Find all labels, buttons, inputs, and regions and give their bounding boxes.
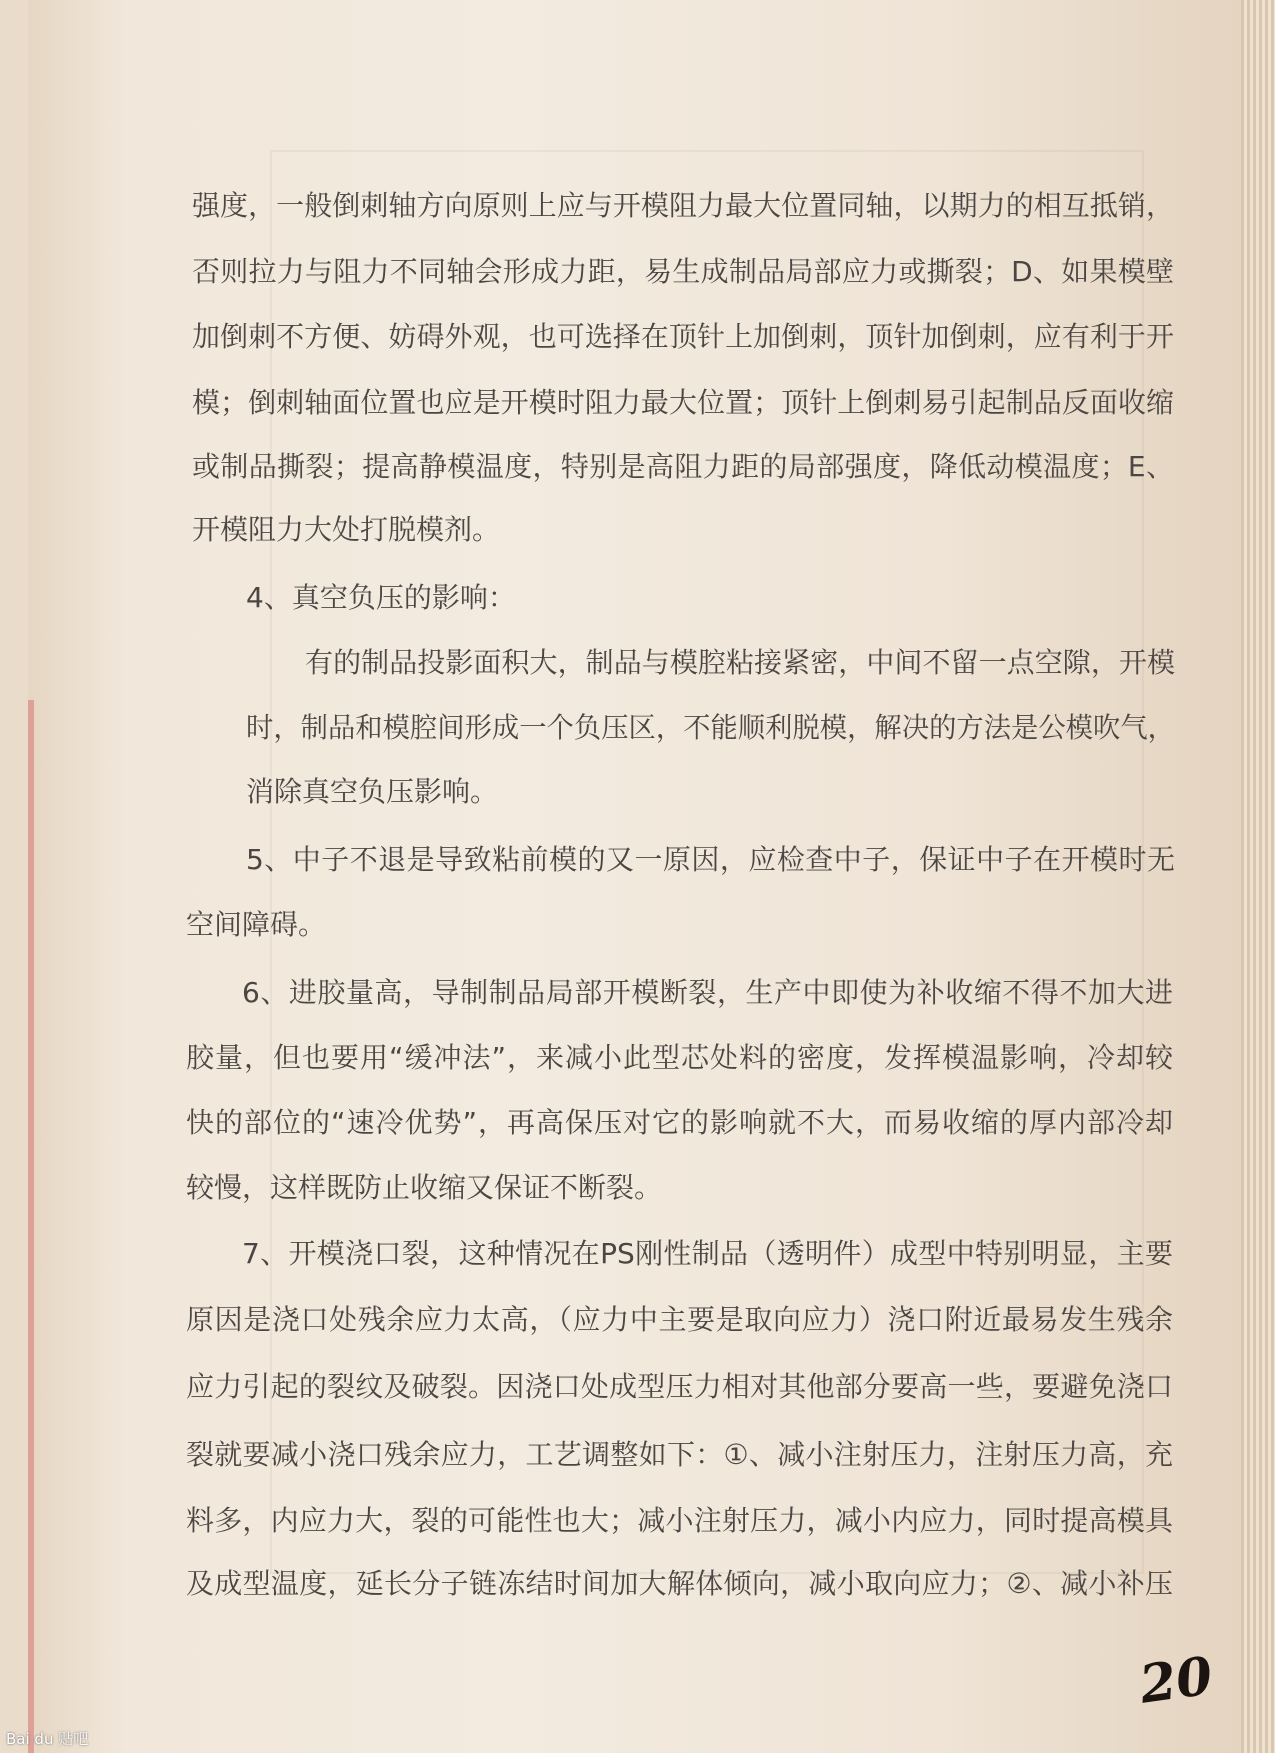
text-line: 时，制品和模腔间形成一个负压区，不能顺利脱模，解决的方法是公模吹气， [246,711,1175,744]
text-line: 5、中子不退是导致粘前模的又一原因，应检查中子，保证中子在开模时无 [246,843,1175,876]
text-line: 否则拉力与阻力不同轴会形成力距，易生成制品局部应力或撕裂；D、如果模壁 [192,255,1174,288]
text-line: 胶量，但也要用“缓冲法”，来减小此型芯处料的密度，发挥模温影响，冷却较 [186,1041,1173,1074]
text-line: 开模阻力大处打脱模剂。 [192,513,501,546]
text-line: 模；倒刺轴面位置也应是开模时阻力最大位置；顶针上倒刺易引起制品反面收缩 [192,386,1174,419]
text-line: 加倒刺不方便、妨碍外观，也可选择在顶针上加倒刺，顶针加倒刺，应有利于开 [192,320,1174,353]
watermark: Bai du 贴吧 [6,1730,89,1748]
handwritten-page-number: 20 [1136,1645,1217,1716]
section-heading: 4、真空负压的影响： [246,581,516,614]
text-line: 料多，内应力大，裂的可能性也大；减小注射压力，减小内应力，同时提高模具 [186,1504,1173,1537]
text-line: 原因是浇口处残余应力太高，（应力中主要是取向应力）浇口附近最易发生残余 [186,1303,1173,1336]
text-line: 7、开模浇口裂，这种情况在PS刚性制品（透明件）成型中特别明显，主要 [242,1237,1173,1270]
text-line: 较慢，这样既防止收缩又保证不断裂。 [186,1171,663,1204]
text-line: 应力引起的裂纹及破裂。因浇口处成型压力相对其他部分要高一些，要避免浇口 [186,1370,1173,1403]
text-line: 空间障碍。 [186,908,327,941]
text-line: 裂就要减小浇口残余应力，工艺调整如下：①、减小注射压力，注射压力高，充 [186,1438,1173,1471]
text-line: 强度，一般倒刺轴方向原则上应与开模阻力最大位置同轴，以期力的相互抵销， [192,189,1174,222]
text-line: 或制品撕裂；提高静模温度，特别是高阻力距的局部强度，降低动模温度；E、 [192,450,1174,483]
text-line: 消除真空负压影响。 [246,775,499,808]
text-line: 6、进胶量高，导制制品局部开模断裂，生产中即使为补收缩不得不加大进 [242,976,1173,1009]
text-line: 有的制品投影面积大，制品与模腔粘接紧密，中间不留一点空隙，开模 [305,646,1175,679]
text-line: 快的部位的“速冷优势”，再高保压对它的影响就不大，而易收缩的厚内部冷却 [186,1106,1173,1139]
text-line: 及成型温度，延长分子链冻结时间加大解体倾向，减小取向应力；②、减小补压 [186,1567,1173,1600]
